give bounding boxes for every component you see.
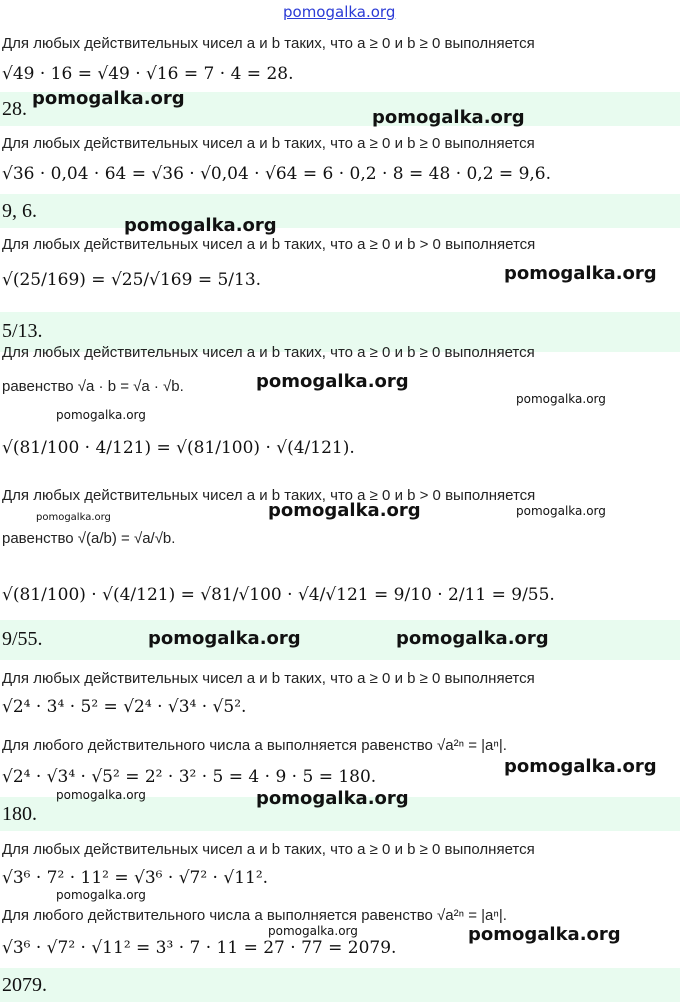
math-line: √36 · 0,04 · 64 = √36 · √0,04 · √64 = 6 · 0,2 · 8 = 48 · 0,2 = 9,6. bbox=[2, 164, 552, 184]
condition-text: Для любых действительных чисел a и b таких, что a ≥ 0 и b ≥ 0 выполняется bbox=[2, 35, 535, 52]
watermark: pomogalka.org bbox=[32, 88, 185, 109]
watermark: pomogalka.org bbox=[36, 512, 111, 523]
watermark: pomogalka.org bbox=[468, 924, 621, 945]
answer-text: 9/55. bbox=[2, 628, 43, 650]
answer-text: 2079. bbox=[2, 974, 47, 996]
answer-text: 9, 6. bbox=[2, 200, 37, 222]
math-line: √49 · 16 = √49 · √16 = 7 · 4 = 28. bbox=[2, 64, 294, 84]
watermark: pomogalka.org bbox=[56, 408, 146, 422]
watermark: pomogalka.org bbox=[256, 788, 409, 809]
condition-text: Для любых действительных чисел a и b таких, что a ≥ 0 и b > 0 выполняется bbox=[2, 487, 536, 504]
equality-text: равенство √(a/b) = √a/√b. bbox=[2, 530, 176, 547]
condition-text: Для любых действительных чисел a и b таких, что a ≥ 0 и b ≥ 0 выполняется bbox=[2, 841, 535, 858]
watermark: pomogalka.org bbox=[56, 888, 146, 902]
math-line: √(25/169) = √25/√169 = 5/13. bbox=[2, 270, 262, 290]
property-text: Для любого действительного числа a выполняется равенство √a²ⁿ = |aⁿ|. bbox=[2, 737, 507, 754]
equality-text: равенство √a · b = √a · √b. bbox=[2, 378, 184, 395]
math-line: √3⁶ · √7² · √11² = 3³ · 7 · 11 = 27 · 77 = 2079. bbox=[2, 938, 397, 958]
watermark: pomogalka.org bbox=[256, 371, 409, 392]
watermark: pomogalka.org bbox=[372, 107, 525, 128]
watermark: pomogalka.org bbox=[396, 628, 549, 649]
math-line: √(81/100) · √(4/121) = √81/√100 · √4/√121 = 9/10 · 2/11 = 9/55. bbox=[2, 585, 555, 605]
condition-text: Для любых действительных чисел a и b таких, что a ≥ 0 и b > 0 выполняется bbox=[2, 236, 536, 253]
answer-text: 180. bbox=[2, 803, 37, 825]
math-line: √2⁴ · √3⁴ · √5² = 2² · 3² · 5 = 4 · 9 · 5 = 180. bbox=[2, 767, 377, 787]
math-line: √(81/100 · 4/121) = √(81/100) · √(4/121). bbox=[2, 438, 355, 458]
watermark: pomogalka.org bbox=[504, 263, 657, 284]
watermark: pomogalka.org bbox=[504, 756, 657, 777]
watermark: pomogalka.org bbox=[516, 504, 606, 518]
watermark: pomogalka.org bbox=[148, 628, 301, 649]
answer-band bbox=[0, 968, 680, 1002]
answer-text: 5/13. bbox=[2, 320, 43, 342]
condition-text: Для любых действительных чисел a и b таких, что a ≥ 0 и b ≥ 0 выполняется bbox=[2, 670, 535, 687]
watermark: pomogalka.org bbox=[124, 215, 277, 236]
watermark: pomogalka.org bbox=[268, 924, 358, 938]
site-link[interactable]: pomogalka.org bbox=[283, 3, 396, 21]
answer-band bbox=[0, 620, 680, 660]
math-line: √3⁶ · 7² · 11² = √3⁶ · √7² · √11². bbox=[2, 868, 269, 888]
watermark: pomogalka.org bbox=[56, 788, 146, 802]
property-text: Для любого действительного числа a выполняется равенство √a²ⁿ = |aⁿ|. bbox=[2, 907, 507, 924]
answer-band bbox=[0, 194, 680, 228]
answer-text: 28. bbox=[2, 98, 27, 120]
condition-text: Для любых действительных чисел a и b таких, что a ≥ 0 и b ≥ 0 выполняется bbox=[2, 135, 535, 152]
watermark: pomogalka.org bbox=[516, 392, 606, 406]
watermark: pomogalka.org bbox=[268, 500, 421, 521]
condition-text: Для любых действительных чисел a и b таких, что a ≥ 0 и b ≥ 0 выполняется bbox=[2, 344, 535, 361]
math-line: √2⁴ · 3⁴ · 5² = √2⁴ · √3⁴ · √5². bbox=[2, 697, 247, 717]
